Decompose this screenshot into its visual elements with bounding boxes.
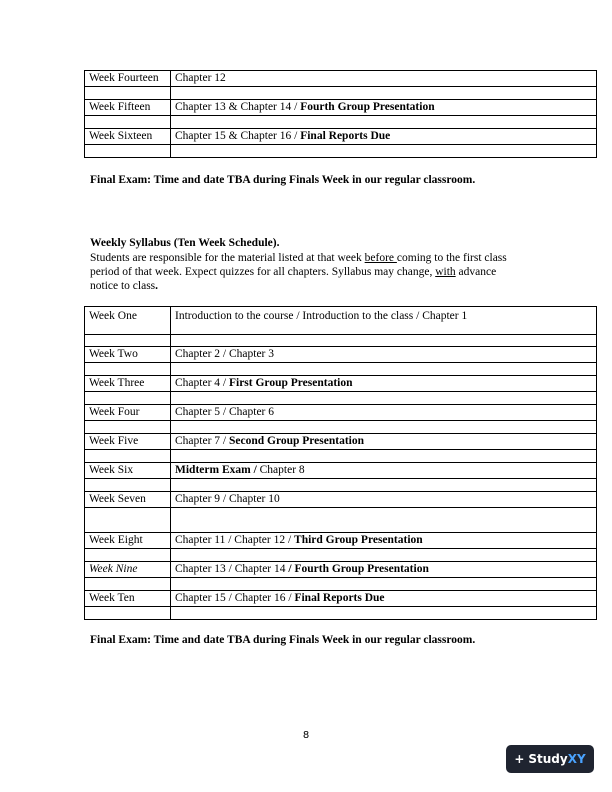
table-row-spacer [85, 335, 597, 347]
plus-icon: + [514, 752, 525, 766]
table-row-spacer [85, 145, 597, 158]
topic-cell: Chapter 13 / Chapter 14 / Fourth Group Presentation [171, 562, 597, 578]
page-number: 8 [302, 730, 310, 741]
table-row-spacer [85, 363, 597, 376]
topic-cell: Chapter 12 [171, 71, 597, 87]
table-row [85, 591, 597, 607]
topic-cell: Introduction to the course / Introduction to the class / Chapter 1 [171, 307, 597, 335]
table-row [85, 100, 597, 116]
week-cell: Week Eight [85, 533, 171, 549]
week-cell: Week Ten [85, 591, 171, 607]
topic-cell: Chapter 13 & Chapter 14 / Fourth Group Presentation [171, 100, 597, 116]
week-cell: Week Fifteen [85, 100, 171, 116]
final-exam-note: Final Exam: Time and date TBA during Finals Week in our regular classroom. [90, 174, 476, 186]
table-row [85, 307, 597, 335]
topic-cell: Chapter 11 / Chapter 12 / Third Group Presentation [171, 533, 597, 549]
section-heading: Weekly Syllabus (Ten Week Schedule). [90, 237, 280, 249]
table-row-spacer [85, 392, 597, 405]
table-row-spacer [85, 549, 597, 562]
studyxy-watermark [506, 745, 594, 773]
topic-cell: Chapter 7 / Second Group Presentation [171, 434, 597, 450]
week-cell: Week Five [85, 434, 171, 450]
table-row-spacer [85, 450, 597, 463]
table-row-spacer [85, 87, 597, 100]
table-row [85, 129, 597, 145]
table-row-spacer [85, 607, 597, 620]
week-cell: Week Nine [85, 562, 171, 578]
week-cell: Week Four [85, 405, 171, 421]
topic-cell: Chapter 4 / First Group Presentation [171, 376, 597, 392]
table-row [85, 347, 597, 363]
week-cell: Week One [85, 307, 171, 335]
week-cell: Week Sixteen [85, 129, 171, 145]
table-row [85, 434, 597, 450]
table-row-spacer [85, 578, 597, 591]
week-cell: Week Six [85, 463, 171, 479]
table-row-spacer [85, 508, 597, 533]
watermark-study: Study [528, 752, 568, 766]
schedule-table-continued [84, 70, 597, 158]
table-row [85, 376, 597, 392]
table-row-spacer [85, 421, 597, 434]
week-cell: Week Fourteen [85, 71, 171, 87]
topic-cell: Chapter 5 / Chapter 6 [171, 405, 597, 421]
table-row [85, 562, 597, 578]
week-cell: Week Three [85, 376, 171, 392]
week-cell: Week Two [85, 347, 171, 363]
table-row-spacer [85, 479, 597, 492]
watermark-xy: XY [567, 752, 586, 766]
table-row [85, 405, 597, 421]
table-row [85, 463, 597, 479]
table-row [85, 71, 597, 87]
week-cell: Week Seven [85, 492, 171, 508]
final-exam-note: Final Exam: Time and date TBA during Finals Week in our regular classroom. [90, 634, 476, 646]
table-row [85, 533, 597, 549]
ten-week-schedule-table [84, 306, 597, 620]
topic-cell: Chapter 15 / Chapter 16 / Final Reports Due [171, 591, 597, 607]
topic-cell: Chapter 9 / Chapter 10 [171, 492, 597, 508]
topic-cell: Chapter 2 / Chapter 3 [171, 347, 597, 363]
topic-cell: Chapter 15 & Chapter 16 / Final Reports Due [171, 129, 597, 145]
topic-cell: Midterm Exam / Chapter 8 [171, 463, 597, 479]
syllabus-intro: Students are responsible for the material listed at that week before coming to the first class period of that week. Expect quizzes for all chapters. Syllabus may change, with advance notice to class. [90, 252, 507, 292]
table-row [85, 492, 597, 508]
table-row-spacer [85, 116, 597, 129]
